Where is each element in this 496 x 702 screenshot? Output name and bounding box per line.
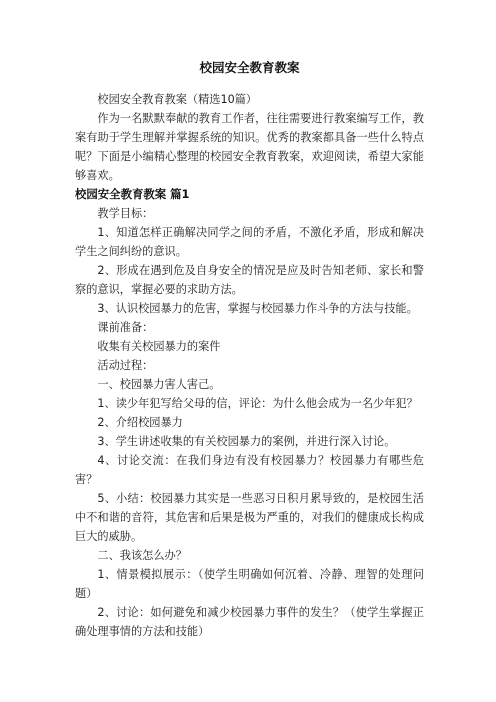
body-paragraph: 2、形成在遇到危及自身安全的情况是应及时告知老师、家长和警察的意识，掌握必要的求助方法。 [75, 264, 424, 296]
intro-subtitle: 校园安全教育教案（精选10篇） [97, 93, 258, 106]
document-title: 校园安全教育教案 [199, 60, 300, 75]
body-paragraph: 二、我该怎么办？ [97, 549, 187, 562]
body-paragraph: 教学目标： [97, 207, 154, 220]
intro-paragraph: 作为一名默默奉献的教育工作者，往往需要进行教案编写工作，教案有助于学生理解并掌握系统的知识。优秀的教案都具备一些什么特点呢？下面是小编精心整理的校园安全教育教案，欢迎阅读，希望大家能够喜欢。 [75, 112, 424, 182]
body-paragraph: 1、知道怎样正确解决同学之间的矛盾，不激化矛盾，形成和解决学生之间纠纷的意识。 [75, 226, 424, 258]
body-paragraph: 3、认识校园暴力的危害，掌握与校园暴力作斗争的方法与技能。 [97, 302, 418, 315]
body-paragraph: 课前准备： [97, 321, 154, 334]
section-heading: 校园安全教育教案 篇1 [75, 187, 190, 201]
body-paragraph: 4、讨论交流：在我们身边有没有校园暴力？校园暴力有哪些危害？ [75, 454, 424, 486]
body-paragraph: 2、介绍校园暴力 [97, 416, 183, 429]
body-paragraph: 活动过程： [97, 359, 154, 372]
body-paragraph: 1、读少年犯写给父母的信，评论：为什么他会成为一名少年犯？ [97, 397, 418, 410]
body-paragraph: 5、小结：校园暴力其实是一些恶习日积月累导致的，是校园生活中不和谐的音符，其危害和后果是极为严重的，对我们的健康成长构成巨大的威胁。 [75, 492, 424, 543]
body-paragraph: 2、讨论：如何避免和减少校园暴力事件的发生？（使学生掌握正确处理事情的方法和技能） [75, 606, 424, 638]
body-paragraph: 3、学生讲述收集的有关校园暴力的案例，并进行深入讨论。 [97, 435, 396, 448]
body-paragraph: 一、校园暴力害人害己。 [97, 378, 221, 391]
body-paragraph: 收集有关校园暴力的案件 [97, 340, 221, 353]
body-paragraph: 1、情景模拟展示：（使学生明确如何沉着、冷静、理智的处理问题） [75, 568, 424, 600]
